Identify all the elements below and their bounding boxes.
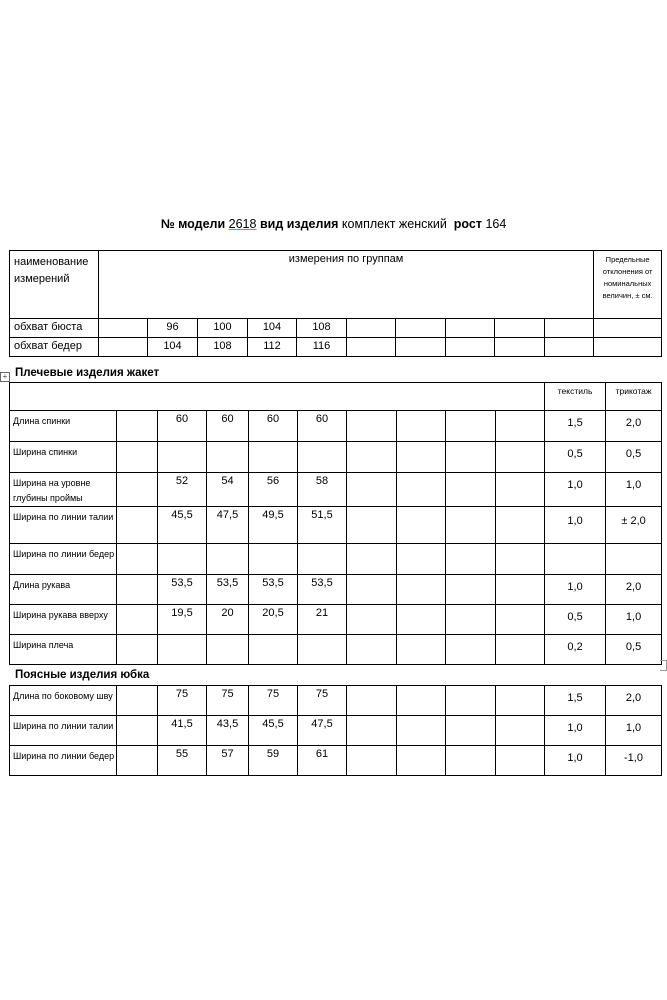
height-value: 164 — [485, 217, 507, 231]
row-label: Ширина на уровне глубины проймы — [10, 473, 117, 507]
table-resize-handle[interactable] — [660, 660, 667, 671]
empty-cell — [397, 716, 446, 746]
value-cell: 75 — [207, 686, 249, 716]
row-label: Ширина рукава вверху — [10, 605, 117, 635]
empty-cell — [347, 319, 396, 338]
value-cell: 49,5 — [249, 507, 298, 544]
knit-cell: 0,5 — [606, 635, 662, 665]
value-cell: 59 — [249, 746, 298, 776]
value-cell — [298, 635, 347, 665]
item-type-label: вид изделия — [259, 217, 339, 231]
value-cell: 100 — [198, 319, 248, 338]
skirt-measurements-table — [9, 685, 662, 776]
value-cell: 96 — [148, 319, 198, 338]
table2-header-row — [10, 383, 662, 411]
value-cell: 61 — [298, 746, 347, 776]
empty-cell — [446, 319, 495, 338]
row-label: обхват бедер — [10, 338, 99, 357]
value-cell: 60 — [158, 411, 207, 442]
empty-cell — [99, 338, 148, 357]
value-cell: 54 — [207, 473, 249, 507]
table-row — [10, 716, 662, 746]
empty-cell — [397, 411, 446, 442]
empty-cell — [117, 473, 158, 507]
knit-cell: 1,0 — [606, 473, 662, 507]
value-cell: 47,5 — [298, 716, 347, 746]
section-title-skirt: Поясные изделия юбка — [15, 669, 150, 681]
table-row — [10, 473, 662, 507]
empty-cell — [496, 716, 545, 746]
empty-cell — [347, 635, 397, 665]
empty-cell — [446, 716, 496, 746]
value-cell: 56 — [249, 473, 298, 507]
row-label: Длина по боковому шву — [10, 686, 117, 716]
knit-cell: 2,0 — [606, 411, 662, 442]
empty-cell — [446, 442, 496, 473]
empty-cell — [117, 716, 158, 746]
empty-cell — [495, 319, 545, 338]
value-cell: 112 — [248, 338, 297, 357]
empty-cell — [347, 686, 397, 716]
empty-cell — [117, 544, 158, 575]
value-cell: 53,5 — [298, 575, 347, 605]
empty-cell — [397, 575, 446, 605]
empty-cell — [10, 383, 545, 411]
textile-cell: 1,0 — [545, 473, 606, 507]
value-cell — [298, 544, 347, 575]
empty-cell — [347, 544, 397, 575]
empty-cell — [397, 473, 446, 507]
knit-cell: 2,0 — [606, 686, 662, 716]
value-cell: 75 — [158, 686, 207, 716]
empty-cell — [496, 746, 545, 776]
table-row — [10, 746, 662, 776]
table-row — [10, 635, 662, 665]
table-row — [10, 544, 662, 575]
empty-cell — [496, 605, 545, 635]
value-cell: 53,5 — [158, 575, 207, 605]
textile-cell: 1,0 — [545, 507, 606, 544]
empty-cell — [545, 319, 594, 338]
knitwear-header: трикотаж — [606, 383, 662, 411]
row-label: Ширина по линии талии — [10, 716, 117, 746]
empty-cell — [117, 575, 158, 605]
name-header: наименование измерений — [10, 251, 99, 319]
table1-header-row — [10, 251, 662, 319]
row-label: Ширина по линии бедер — [10, 544, 117, 575]
empty-cell — [496, 473, 545, 507]
textile-cell: 0,5 — [545, 442, 606, 473]
section-title-jacket: Плечевые изделия жакет — [15, 367, 160, 379]
empty-cell — [496, 575, 545, 605]
value-cell: 60 — [207, 411, 249, 442]
row-label: Ширина плеча — [10, 635, 117, 665]
value-cell — [207, 635, 249, 665]
textile-cell: 1,5 — [545, 686, 606, 716]
empty-cell — [347, 605, 397, 635]
value-cell — [158, 442, 207, 473]
empty-cell — [495, 338, 545, 357]
model-label: № модели — [160, 217, 226, 231]
value-cell: 55 — [158, 746, 207, 776]
value-cell: 53,5 — [207, 575, 249, 605]
empty-cell — [397, 746, 446, 776]
value-cell: 116 — [297, 338, 347, 357]
empty-cell — [347, 442, 397, 473]
empty-cell — [117, 635, 158, 665]
knit-cell: 0,5 — [606, 442, 662, 473]
value-cell: 51,5 — [298, 507, 347, 544]
value-cell: 52 — [158, 473, 207, 507]
empty-cell — [396, 319, 446, 338]
groups-header: измерения по группам — [99, 251, 594, 319]
row-label: Длина рукава — [10, 575, 117, 605]
knit-cell: ± 2,0 — [606, 507, 662, 544]
item-type-value: комплект женский — [341, 217, 447, 231]
empty-cell — [496, 507, 545, 544]
empty-cell — [347, 473, 397, 507]
textile-cell: 1,0 — [545, 746, 606, 776]
jacket-measurements-table — [9, 382, 662, 665]
empty-cell — [117, 686, 158, 716]
value-cell — [249, 635, 298, 665]
value-cell: 20 — [207, 605, 249, 635]
empty-cell — [117, 605, 158, 635]
tolerance-header: Предельные отклонения от номинальных величин, ± см. — [594, 251, 662, 319]
table-row — [10, 686, 662, 716]
row-label: Длина спинки — [10, 411, 117, 442]
textile-cell: 1,0 — [545, 575, 606, 605]
empty-cell — [594, 338, 662, 357]
value-cell: 75 — [249, 686, 298, 716]
value-cell — [158, 635, 207, 665]
empty-cell — [117, 746, 158, 776]
height-label: рост — [453, 217, 482, 231]
value-cell: 53,5 — [249, 575, 298, 605]
row-label: Ширина спинки — [10, 442, 117, 473]
empty-cell — [594, 319, 662, 338]
value-cell: 58 — [298, 473, 347, 507]
empty-cell — [496, 411, 545, 442]
empty-cell — [545, 338, 594, 357]
empty-cell — [396, 338, 446, 357]
value-cell — [207, 442, 249, 473]
table-row — [10, 338, 662, 357]
value-cell — [158, 544, 207, 575]
empty-cell — [496, 442, 545, 473]
textile-cell — [545, 544, 606, 575]
value-cell: 57 — [207, 746, 249, 776]
empty-cell — [117, 442, 158, 473]
empty-cell — [117, 507, 158, 544]
empty-cell — [446, 575, 496, 605]
value-cell: 47,5 — [207, 507, 249, 544]
knit-cell: 2,0 — [606, 575, 662, 605]
empty-cell — [347, 716, 397, 746]
empty-cell — [446, 338, 495, 357]
table-row — [10, 319, 662, 338]
value-cell: 108 — [297, 319, 347, 338]
row-label: Ширина по линии бедер — [10, 746, 117, 776]
empty-cell — [397, 442, 446, 473]
empty-cell — [397, 544, 446, 575]
value-cell: 60 — [249, 411, 298, 442]
empty-cell — [99, 319, 148, 338]
empty-cell — [496, 544, 545, 575]
empty-cell — [347, 338, 396, 357]
empty-cell — [347, 411, 397, 442]
value-cell — [249, 544, 298, 575]
value-cell: 104 — [248, 319, 297, 338]
empty-cell — [347, 575, 397, 605]
knit-cell: -1,0 — [606, 746, 662, 776]
knit-cell: 1,0 — [606, 605, 662, 635]
value-cell: 75 — [298, 686, 347, 716]
value-cell — [207, 544, 249, 575]
empty-cell — [446, 473, 496, 507]
value-cell: 41,5 — [158, 716, 207, 746]
value-cell: 45,5 — [158, 507, 207, 544]
knit-cell: 1,0 — [606, 716, 662, 746]
table-row — [10, 575, 662, 605]
empty-cell — [446, 544, 496, 575]
value-cell: 43,5 — [207, 716, 249, 746]
empty-cell — [347, 746, 397, 776]
row-label: Ширина по линии талии — [10, 507, 117, 544]
value-cell — [249, 442, 298, 473]
value-cell: 108 — [198, 338, 248, 357]
empty-cell — [446, 746, 496, 776]
empty-cell — [347, 507, 397, 544]
table-row — [10, 507, 662, 544]
empty-cell — [496, 635, 545, 665]
textile-cell: 1,5 — [545, 411, 606, 442]
textile-cell: 1,0 — [545, 716, 606, 746]
value-cell: 19,5 — [158, 605, 207, 635]
table-move-icon[interactable]: + — [0, 372, 10, 382]
empty-cell — [446, 605, 496, 635]
table-row — [10, 411, 662, 442]
table-row — [10, 442, 662, 473]
row-label: обхват бюста — [10, 319, 99, 338]
empty-cell — [397, 507, 446, 544]
value-cell: 60 — [298, 411, 347, 442]
empty-cell — [446, 411, 496, 442]
knit-cell — [606, 544, 662, 575]
empty-cell — [117, 411, 158, 442]
empty-cell — [397, 635, 446, 665]
document-title — [0, 217, 667, 231]
value-cell: 104 — [148, 338, 198, 357]
textile-cell: 0,2 — [545, 635, 606, 665]
textile-cell: 0,5 — [545, 605, 606, 635]
empty-cell — [446, 635, 496, 665]
empty-cell — [446, 686, 496, 716]
value-cell: 20,5 — [249, 605, 298, 635]
table-row — [10, 605, 662, 635]
value-cell: 45,5 — [249, 716, 298, 746]
textile-header: текстиль — [545, 383, 606, 411]
model-number: 2618 — [228, 217, 257, 231]
measurement-groups-table — [9, 250, 662, 357]
empty-cell — [397, 686, 446, 716]
empty-cell — [496, 686, 545, 716]
value-cell: 21 — [298, 605, 347, 635]
value-cell — [298, 442, 347, 473]
empty-cell — [446, 507, 496, 544]
empty-cell — [397, 605, 446, 635]
